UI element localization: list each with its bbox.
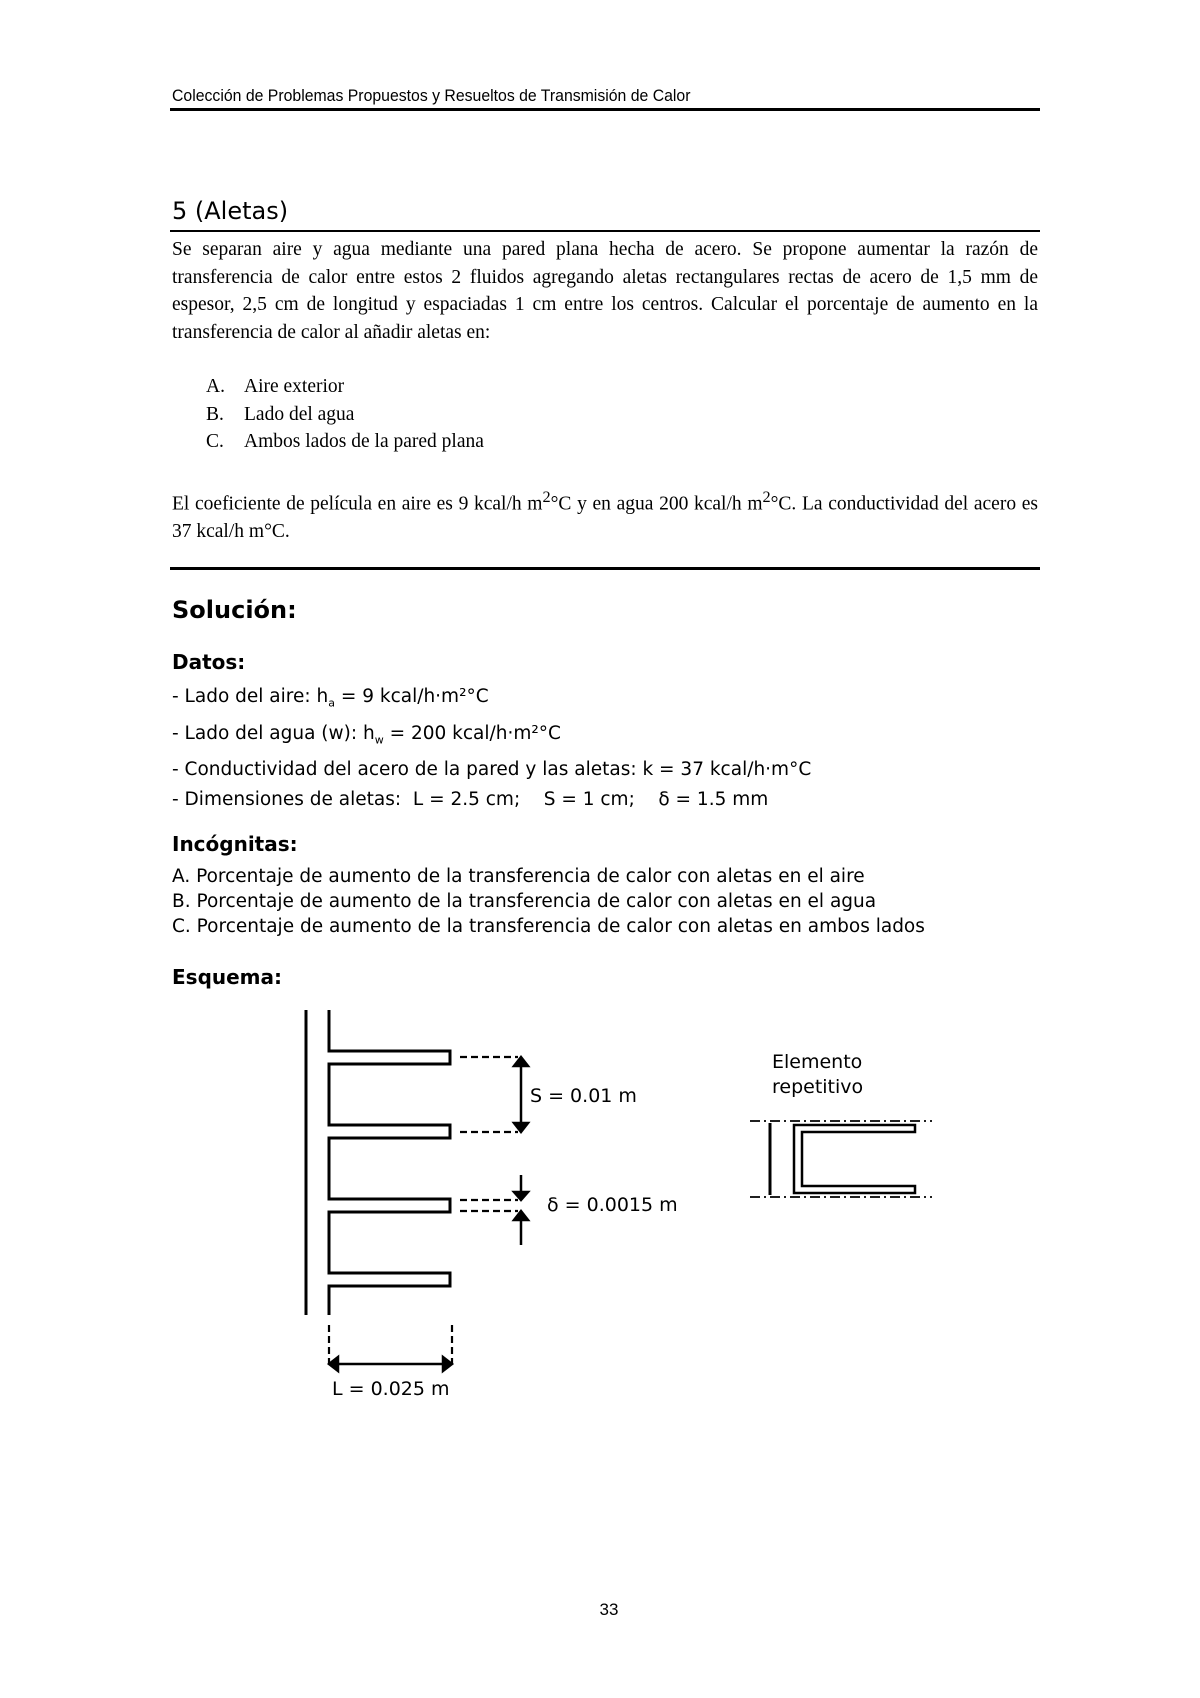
datos-water: - Lado del agua (w): $h_w = 200$ kcal/h·m²°C xyxy=(172,722,561,747)
l-label: L = 0.025 m xyxy=(332,1378,450,1400)
delta-label: δ = 0.0015 m xyxy=(547,1194,678,1216)
page-header: Colección de Problemas Propuestos y Resueltos de Transmisión de Calor xyxy=(172,86,691,105)
incognitas-heading: Incógnitas: xyxy=(172,832,298,856)
element-label-line1: Elemento xyxy=(772,1051,863,1073)
datos-dimensions: - Dimensiones de aletas: L = 2.5 cm; S = 1 cm; δ = 1.5 mm xyxy=(172,789,769,811)
option-item: A. Aire exterior xyxy=(206,376,345,397)
incognita-item: C. Porcentaje de aumento de la transferencia de calor con aletas en ambos lados xyxy=(172,916,925,937)
datos-air: - Lado del aire: $h_a = 9$ kcal/h·m²°C xyxy=(172,686,489,710)
incognita-item: A. Porcentaje de aumento de la transferencia de calor con aletas en el aire xyxy=(172,866,865,887)
problem-title: 5 (Aletas) xyxy=(172,197,289,225)
option-item: B. Lado del agua xyxy=(206,403,355,425)
esquema-heading: Esquema: xyxy=(172,965,283,989)
element-label-line2: repetitivo xyxy=(772,1076,864,1098)
option-item: C. Ambos lados de la pared plana xyxy=(206,431,484,452)
datos-conductivity: - Conductividad del acero de la pared y las aletas: k = 37 kcal/h·m°C xyxy=(172,759,812,781)
solution-heading: Solución: xyxy=(172,596,297,624)
fin-profile xyxy=(329,1010,450,1315)
incognita-item: B. Porcentaje de aumento de la transferencia de calor con aletas en el agua xyxy=(172,891,877,912)
datos-heading: Datos: xyxy=(172,650,246,674)
repetitive-element xyxy=(770,1123,915,1195)
page-number: 33 xyxy=(599,1600,619,1619)
s-label: S = 0.01 m xyxy=(530,1085,637,1107)
coefficients-text: El coeficiente de película en aire es 9 kcal/h $m^2^\circ C$ y en agua 200 kcal/h $m^2^\circ C$. La conductividad del acero es 37 kcal/h m°C. xyxy=(172,487,1038,542)
statement-text: Se separan aire y agua mediante una pared plana hecha de acero. Se propone aumentar la razón de transferencia de calor entre estos 2 fluidos agregando aletas rectangulares rectas de acero de 1,5 mm de espesor, 2,5 cm de longitud y espaciadas 1 cm entre los centros. Calcular el porcentaje de aumento en la transferencia de calor al añadir aletas en: xyxy=(172,239,1038,343)
